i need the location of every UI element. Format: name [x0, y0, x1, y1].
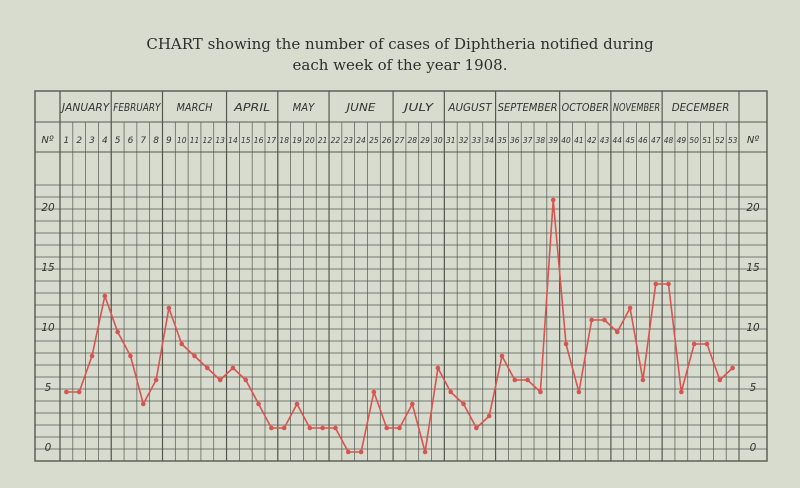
data-point — [141, 402, 146, 407]
week-number-label: 27 — [394, 136, 405, 145]
y-tick-label-left: 10 — [41, 322, 55, 334]
data-point — [615, 330, 620, 335]
left-number-label: Nº — [41, 135, 54, 146]
data-point — [64, 390, 69, 395]
week-number-label: 6 — [127, 136, 134, 146]
week-number-label: 29 — [420, 136, 430, 145]
data-point — [692, 342, 697, 347]
y-tick-label-right: 10 — [746, 322, 760, 334]
data-point — [256, 402, 261, 407]
month-header — [60, 91, 729, 461]
month-label: JULY — [401, 102, 436, 114]
data-point — [717, 378, 722, 383]
week-number-label: 36 — [510, 136, 520, 145]
series-line — [66, 200, 732, 452]
data-point — [589, 318, 594, 323]
week-number-label: 37 — [522, 136, 533, 145]
month-label: NOVEMBER — [612, 102, 661, 114]
y-tick-label-right: 5 — [749, 382, 757, 394]
week-number-label: 52 — [715, 136, 725, 145]
data-point — [538, 390, 543, 395]
month-label: JUNE — [344, 102, 376, 114]
data-point — [461, 402, 466, 407]
week-number-label: 11 — [189, 136, 200, 145]
data-point — [436, 366, 441, 371]
week-number-label: 47 — [650, 136, 661, 145]
data-point — [666, 282, 671, 287]
week-number-label: 45 — [625, 136, 635, 145]
data-point — [179, 342, 184, 347]
week-number-label: 53 — [727, 136, 738, 145]
data-point — [551, 198, 556, 203]
data-point — [730, 366, 735, 371]
week-number-label: 9 — [166, 136, 172, 146]
data-point — [448, 390, 453, 395]
data-point — [320, 426, 325, 431]
week-number-label: 12 — [202, 136, 213, 145]
data-point — [359, 450, 364, 455]
y-tick-label-left: 15 — [41, 262, 55, 274]
week-number-label: 1 — [63, 136, 70, 146]
week-number-label: 22 — [330, 136, 341, 145]
month-label: AUGUST — [447, 102, 494, 114]
week-number-label: 26 — [381, 136, 392, 145]
week-number-label: 20 — [305, 136, 315, 145]
week-number-label: 41 — [574, 136, 584, 145]
week-number-label: 5 — [114, 136, 121, 146]
data-point — [128, 354, 133, 359]
week-number-label: 42 — [586, 136, 597, 145]
week-number-label: 28 — [407, 136, 418, 145]
data-point — [564, 342, 569, 347]
week-number-label: 24 — [356, 136, 366, 145]
y-tick-label-right: 20 — [746, 202, 760, 214]
week-number-label: 51 — [702, 136, 712, 145]
week-number-label: 7 — [140, 136, 147, 146]
week-number-label: 32 — [458, 136, 469, 145]
data-point — [679, 390, 684, 395]
week-number-label: 48 — [663, 136, 674, 145]
month-label: DECEMBER — [671, 102, 730, 114]
data-point — [346, 450, 351, 455]
week-number-label: 49 — [676, 136, 687, 145]
data-point — [372, 390, 377, 395]
data-point — [243, 378, 248, 383]
data-point — [641, 378, 646, 383]
week-number-label: 50 — [689, 136, 699, 145]
data-point — [410, 402, 415, 407]
week-number-label: 38 — [535, 136, 546, 145]
week-number-label: 13 — [215, 136, 225, 145]
week-number-label: 23 — [343, 136, 354, 145]
week-number-label: 18 — [279, 136, 289, 145]
month-label: SEPTEMBER — [497, 102, 558, 114]
week-number-label: 33 — [471, 136, 482, 145]
week-number-label: 25 — [369, 136, 379, 145]
data-point — [333, 426, 338, 431]
data-point — [525, 378, 530, 383]
data-point — [115, 330, 120, 335]
data-point — [77, 390, 82, 395]
week-number-label: 46 — [638, 136, 648, 145]
week-number-label: 21 — [317, 136, 328, 145]
y-tick-label-left: 0 — [44, 442, 52, 454]
data-point — [602, 318, 607, 323]
month-label: MARCH — [176, 102, 213, 114]
y-tick-label-left: 20 — [41, 202, 55, 214]
right-number-label: Nº — [746, 135, 760, 146]
data-point — [513, 378, 518, 383]
chart-title-line-1: CHART showing the number of cases of Diphtheria notified during — [146, 35, 654, 53]
y-axis-labels — [41, 202, 760, 454]
data-point — [218, 378, 223, 383]
week-number-label: 15 — [240, 136, 251, 145]
week-number-row — [41, 135, 759, 146]
data-point — [231, 366, 236, 371]
data-point — [653, 282, 658, 287]
week-number-label: 39 — [548, 136, 559, 145]
data-point — [628, 306, 633, 311]
data-point — [90, 354, 95, 359]
y-tick-label-right: 15 — [746, 262, 760, 274]
data-point — [705, 342, 710, 347]
y-tick-label-left: 5 — [44, 382, 52, 394]
data-point — [282, 426, 287, 431]
data-point — [308, 426, 313, 431]
week-number-label: 30 — [433, 136, 443, 145]
data-point — [487, 414, 492, 419]
data-point — [167, 306, 172, 311]
week-number-label: 3 — [89, 136, 95, 146]
data-point — [384, 426, 389, 431]
data-point — [205, 366, 210, 371]
week-number-label: 10 — [176, 136, 187, 145]
week-number-label: 43 — [599, 136, 610, 145]
week-number-label: 16 — [253, 136, 264, 145]
month-label: APRIL — [232, 102, 271, 114]
month-label: MAY — [292, 102, 316, 114]
week-number-label: 44 — [612, 136, 623, 145]
y-tick-label-right: 0 — [749, 442, 757, 454]
data-point — [192, 354, 197, 359]
data-point — [154, 378, 159, 383]
data-point — [269, 426, 274, 431]
week-number-label: 2 — [76, 136, 83, 146]
month-label: JANUARY — [59, 102, 111, 114]
week-number-label: 34 — [484, 136, 494, 145]
month-label: OCTOBER — [561, 102, 609, 114]
month-label: FEBRUARY — [113, 102, 162, 114]
week-number-label: 31 — [445, 136, 456, 145]
week-number-label: 14 — [228, 136, 238, 145]
data-point — [577, 390, 582, 395]
data-point — [500, 354, 505, 359]
week-number-label: 19 — [292, 136, 302, 145]
data-point — [103, 294, 108, 299]
chart-title-line-2: each week of the year 1908. — [292, 56, 508, 74]
week-number-label: 8 — [153, 136, 159, 146]
data-series — [64, 198, 735, 455]
week-number-label: 40 — [561, 136, 571, 145]
data-point — [295, 402, 300, 407]
data-point — [397, 426, 402, 431]
data-point — [474, 426, 479, 431]
week-number-label: 17 — [266, 136, 277, 145]
week-number-label: 35 — [497, 136, 507, 145]
week-number-label: 4 — [101, 136, 108, 146]
data-point — [423, 450, 428, 455]
